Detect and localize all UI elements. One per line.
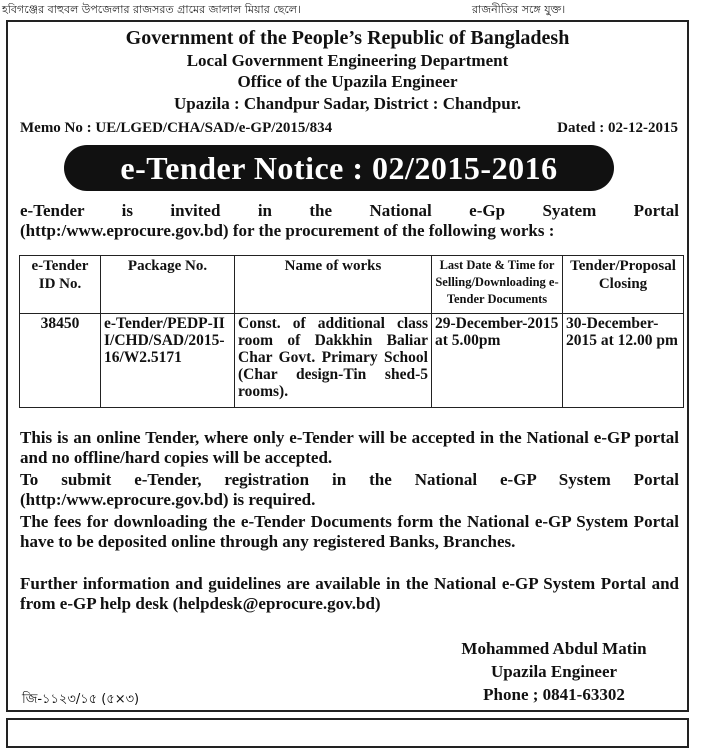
tender-notice-frame [6, 20, 689, 712]
previous-article-strip [0, 0, 714, 20]
online-tender-paragraph: This is an online Tender, where only e-Tender will be accepted in the National e-GP portal and no offline/hard copies will be accepted. [20, 428, 679, 467]
office-heading: Office of the Upazila Engineer [237, 72, 458, 91]
cell-last-date: 29-December-2015 at 5.00pm [432, 314, 563, 408]
header-package-no: Package No. [101, 256, 235, 314]
government-heading: Government of the People’s Republic of Bangladesh [125, 27, 570, 49]
signatory-designation: Upazila Engineer [490, 662, 618, 681]
header-last-date: Last Date & Time for Selling/Downloading e-Tender Documents [432, 256, 563, 314]
registration-paragraph: To submit e-Tender, registration in the National e-GP System Portal (http:/www.eprocure.gov.bd) is required. [20, 470, 679, 509]
intro-paragraph [20, 201, 679, 241]
cell-name-of-works: Const. of additional class room of Dakkhin Baliar Char Govt. Primary School (Char design-Tin shed-5 rooms). [235, 314, 432, 408]
previous-article-text-right: রাজনীতির সঙ্গে যুক্ত। [472, 3, 566, 16]
works-table [19, 255, 684, 408]
further-info-paragraph: Further information and guidelines are available in the National e-GP System Portal and from e-GP help desk (helpdesk@eprocure.gov.bd) [20, 574, 679, 613]
header-closing: Tender/Proposal Closing [563, 256, 684, 314]
location-heading: Upazila : Chandpur Sadar, District : Chandpur. [173, 94, 521, 113]
previous-article-text-left: হবিগঞ্জের বাহুবল উপজেলার রাজসরত গ্রামের জালাল মিয়ার ছেলে। [2, 3, 301, 16]
memo-number: Memo No : UE/LGED/CHA/SAD/e-GP/2015/834 [20, 120, 333, 136]
intro-first-line: e-Tender is invited in the National e-Gp Syatem Portal [20, 201, 679, 220]
cell-closing: 30-December-2015 at 12.00 pm [563, 314, 684, 408]
notice-date: Dated : 02-12-2015 [557, 120, 678, 136]
notice-title-banner: e-Tender Notice : 02/2015-2016 [64, 145, 614, 191]
department-heading: Local Government Engineering Department [186, 51, 509, 70]
signatory-phone: Phone ; 0841-63302 [483, 685, 625, 704]
header-name-of-works: Name of works [235, 256, 432, 314]
signatory-name: Mohammed Abdul Matin [461, 639, 647, 658]
cell-package-no: e-Tender/PEDP-III/CHD/SAD/2015-16/W2.5171 [101, 314, 235, 408]
intro-second-line: (http:/www.eprocure.gov.bd) for the procurement of the following works : [20, 221, 555, 240]
cell-tender-id: 38450 [20, 314, 101, 408]
header-tender-id: e-Tender ID No. [20, 256, 101, 314]
table-header-row [20, 256, 684, 314]
next-advertisement-frame [6, 718, 689, 748]
fees-paragraph: The fees for downloading the e-Tender Documents form the National e-GP System Portal have to be deposited online through any registered Banks, Branches. [20, 512, 679, 551]
table-row [20, 314, 684, 408]
advertisement-reference: জি-১১২৩/১৫ (৫×৩) [22, 692, 140, 707]
